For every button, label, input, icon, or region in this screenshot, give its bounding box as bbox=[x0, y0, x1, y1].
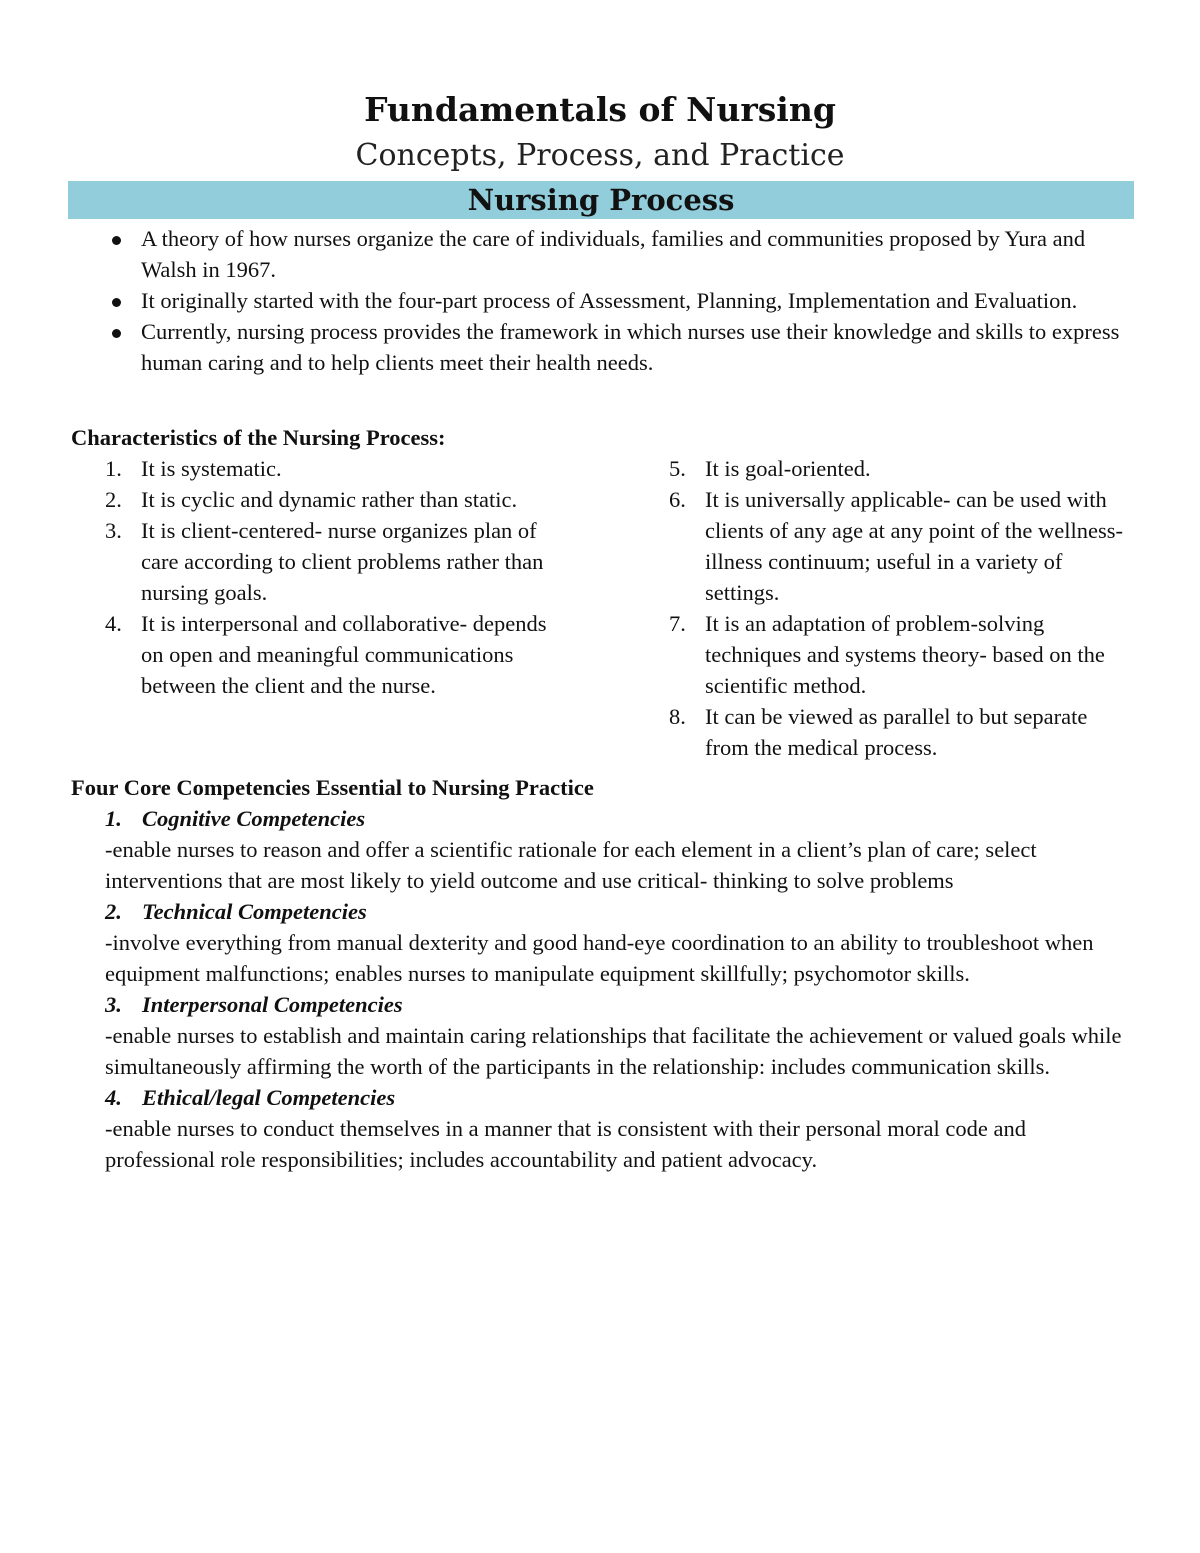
list-item-text: It is interpersonal and collaborative- depends on open and meaningful communications between the client and the nurse. bbox=[141, 611, 547, 698]
list-item bbox=[68, 223, 1134, 285]
list-item-text: It is systematic. bbox=[141, 456, 282, 481]
list-item bbox=[105, 484, 565, 515]
list-number: 5. bbox=[669, 456, 686, 481]
list-number: 6. bbox=[669, 487, 686, 512]
list-item-text: It can be viewed as parallel to but separate from the medical process. bbox=[705, 704, 1088, 760]
competency-item bbox=[105, 989, 1135, 1082]
section-banner bbox=[68, 181, 1134, 219]
competency-title bbox=[105, 989, 1135, 1020]
list-item bbox=[669, 453, 1129, 484]
competency-title-text: Ethical/legal Competencies bbox=[142, 1085, 396, 1110]
list-item bbox=[68, 285, 1134, 316]
list-item bbox=[105, 608, 565, 701]
characteristics-list-right bbox=[669, 453, 1129, 763]
list-item bbox=[669, 701, 1129, 763]
bullet-icon bbox=[112, 236, 121, 245]
bullet-text: A theory of how nurses organize the care of individuals, families and communities proposed by Yura and Walsh in 1967. bbox=[141, 226, 1086, 282]
competency-title-text: Interpersonal Competencies bbox=[142, 992, 403, 1017]
document-subtitle: Concepts, Process, and Practice bbox=[355, 138, 845, 173]
list-item bbox=[105, 515, 565, 608]
competency-title bbox=[105, 896, 1135, 927]
competency-description: -involve everything from manual dexterity and good hand-eye coordination to an ability to troubleshoot when equipment malfunctions; enables nurses to manipulate equipment skillfully; psychomotor skills. bbox=[105, 930, 1094, 986]
bullet-icon bbox=[112, 298, 121, 307]
list-number: 1. bbox=[105, 456, 122, 481]
list-number: 4. bbox=[105, 611, 122, 636]
list-item-text: It is cyclic and dynamic rather than static. bbox=[141, 487, 518, 512]
list-item bbox=[669, 484, 1129, 608]
intro-bullet-list bbox=[68, 223, 1134, 378]
bullet-text: It originally started with the four-part process of Assessment, Planning, Implementation and Evaluation. bbox=[141, 288, 1078, 313]
competency-title bbox=[105, 803, 1135, 834]
competency-item bbox=[105, 803, 1135, 896]
competency-item bbox=[105, 1082, 1135, 1175]
document-title: Fundamentals of Nursing bbox=[364, 90, 836, 129]
list-number: 3. bbox=[105, 518, 122, 543]
list-item bbox=[669, 608, 1129, 701]
section-banner-label: Nursing Process bbox=[467, 183, 735, 217]
competencies-list bbox=[105, 803, 1135, 1175]
competency-title bbox=[105, 1082, 1135, 1113]
characteristics-list-left bbox=[105, 453, 565, 701]
competency-title-text: Cognitive Competencies bbox=[142, 806, 366, 831]
competency-description: -enable nurses to conduct themselves in a manner that is consistent with their personal moral code and professional role responsibilities; includes accountability and patient advocacy. bbox=[105, 1116, 1026, 1172]
competency-number: 4. bbox=[105, 1085, 122, 1110]
competency-number: 1. bbox=[105, 806, 122, 831]
list-number: 8. bbox=[669, 704, 686, 729]
list-item bbox=[105, 453, 565, 484]
list-item-text: It is an adaptation of problem-solving techniques and systems theory- based on the scientific method. bbox=[705, 611, 1105, 698]
competency-description: -enable nurses to establish and maintain caring relationships that facilitate the achievement or valued goals while simultaneously affirming the worth of the participants in the relationship: includes communication skills. bbox=[105, 1023, 1122, 1079]
list-item bbox=[68, 316, 1134, 378]
competency-item bbox=[105, 896, 1135, 989]
list-item-text: It is client-centered- nurse organizes plan of care according to client problems rather than nursing goals. bbox=[141, 518, 544, 605]
bullet-icon bbox=[112, 329, 121, 338]
list-number: 2. bbox=[105, 487, 122, 512]
characteristics-heading: Characteristics of the Nursing Process: bbox=[71, 425, 446, 450]
list-item-text: It is goal-oriented. bbox=[705, 456, 871, 481]
competency-number: 3. bbox=[105, 992, 122, 1017]
bullet-text: Currently, nursing process provides the framework in which nurses use their knowledge and skills to express human caring and to help clients meet their health needs. bbox=[141, 319, 1120, 375]
list-item-text: It is universally applicable- can be used with clients of any age at any point of the wellness-illness continuum; useful in a variety of settings. bbox=[705, 487, 1123, 605]
competencies-heading: Four Core Competencies Essential to Nursing Practice bbox=[71, 775, 594, 800]
competency-description: -enable nurses to reason and offer a scientific rationale for each element in a client’s plan of care; select interventions that are most likely to yield outcome and use critical- thinking to solve problems bbox=[105, 837, 1037, 893]
list-number: 7. bbox=[669, 611, 686, 636]
competency-title-text: Technical Competencies bbox=[142, 899, 367, 924]
competency-number: 2. bbox=[105, 899, 122, 924]
